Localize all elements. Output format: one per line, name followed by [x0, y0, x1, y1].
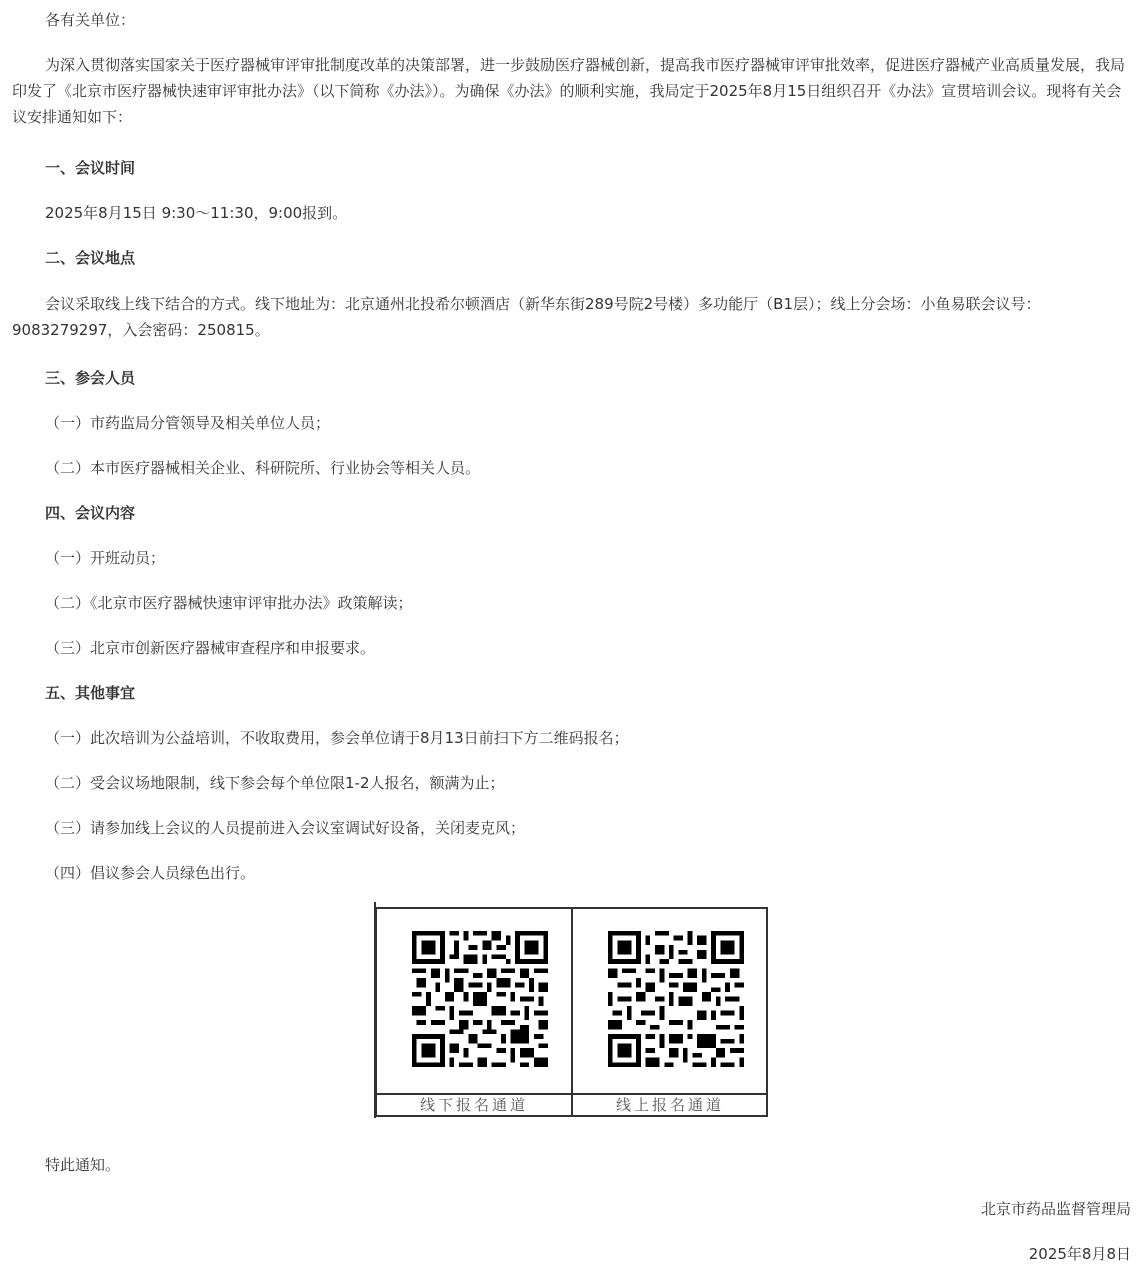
intro-paragraph: 为深入贯彻落实国家关于医疗器械审评审批制度改革的决策部署，进一步鼓励医疗器械创新，提高我市医疗器械审评审批效率，促进医疗器械产业高质量发展，我局印发了《北京市医疗器械快速审评审批办法》（以下简称《办法》）。为确保《办法》的顺利实施，我局定于2025年8月15日组织召开《办法》宣贯培训会议。现将有关会议安排通知如下：	[12, 56, 1126, 126]
section-title-content: 四、会议内容	[45, 504, 136, 522]
online-registration-label: 线上报名通道	[615, 1096, 724, 1114]
people-item-1: （一）市药监局分管领导及相关单位人员；	[45, 414, 331, 432]
other-item-2: （二）受会议场地限制，线下参会每个单位限1-2人报名，额满为止；	[45, 774, 505, 792]
section-title-people: 三、参会人员	[45, 369, 136, 387]
qr-code-online-icon[interactable]	[608, 931, 744, 1067]
closing-text: 特此通知。	[45, 1156, 121, 1174]
section-title-other: 五、其他事宜	[45, 684, 136, 702]
salutation: 各有关单位：	[45, 11, 136, 29]
document-date: 2025年8月8日	[1028, 1245, 1131, 1263]
qr-cell-online	[573, 909, 769, 1093]
qr-code-table	[375, 907, 768, 1117]
other-item-1: （一）此次培训为公益培训，不收取费用，参会单位请于8月13日前扫下方二维码报名；	[45, 729, 629, 747]
place-text: 会议采取线上线下结合的方式。线下地址为：北京通州北投希尔顿酒店（新华东街289号院2号楼）多功能厅（B1层）；线上分会场：小鱼易联会议号：9083279297，入会密码：250815。	[12, 295, 1041, 339]
content-item-1: （一）开班动员；	[45, 549, 166, 567]
other-item-4: （四）倡议参会人员绿色出行。	[45, 864, 256, 882]
table-divider	[571, 909, 573, 1115]
other-item-3: （三）请参加线上会议的人员提前进入会议室调试好设备，关闭麦克风；	[45, 819, 526, 837]
offline-registration-label: 线下报名通道	[419, 1096, 528, 1114]
time-text: 2025年8月15日 9:30～11:30，9:00报到。	[45, 204, 348, 222]
content-item-2: （二）《北京市医疗器械快速审评审批办法》政策解读；	[45, 594, 413, 612]
qr-cell-offline	[377, 909, 573, 1093]
section-title-time: 一、会议时间	[45, 159, 136, 177]
content-item-3: （三）北京市创新医疗器械审查程序和申报要求。	[45, 639, 376, 657]
people-item-2: （二）本市医疗器械相关企业、科研院所、行业协会等相关人员。	[45, 459, 481, 477]
section-title-place: 二、会议地点	[45, 249, 136, 267]
qr-code-offline-icon[interactable]	[412, 931, 548, 1067]
signature: 北京市药品监督管理局	[980, 1200, 1131, 1218]
